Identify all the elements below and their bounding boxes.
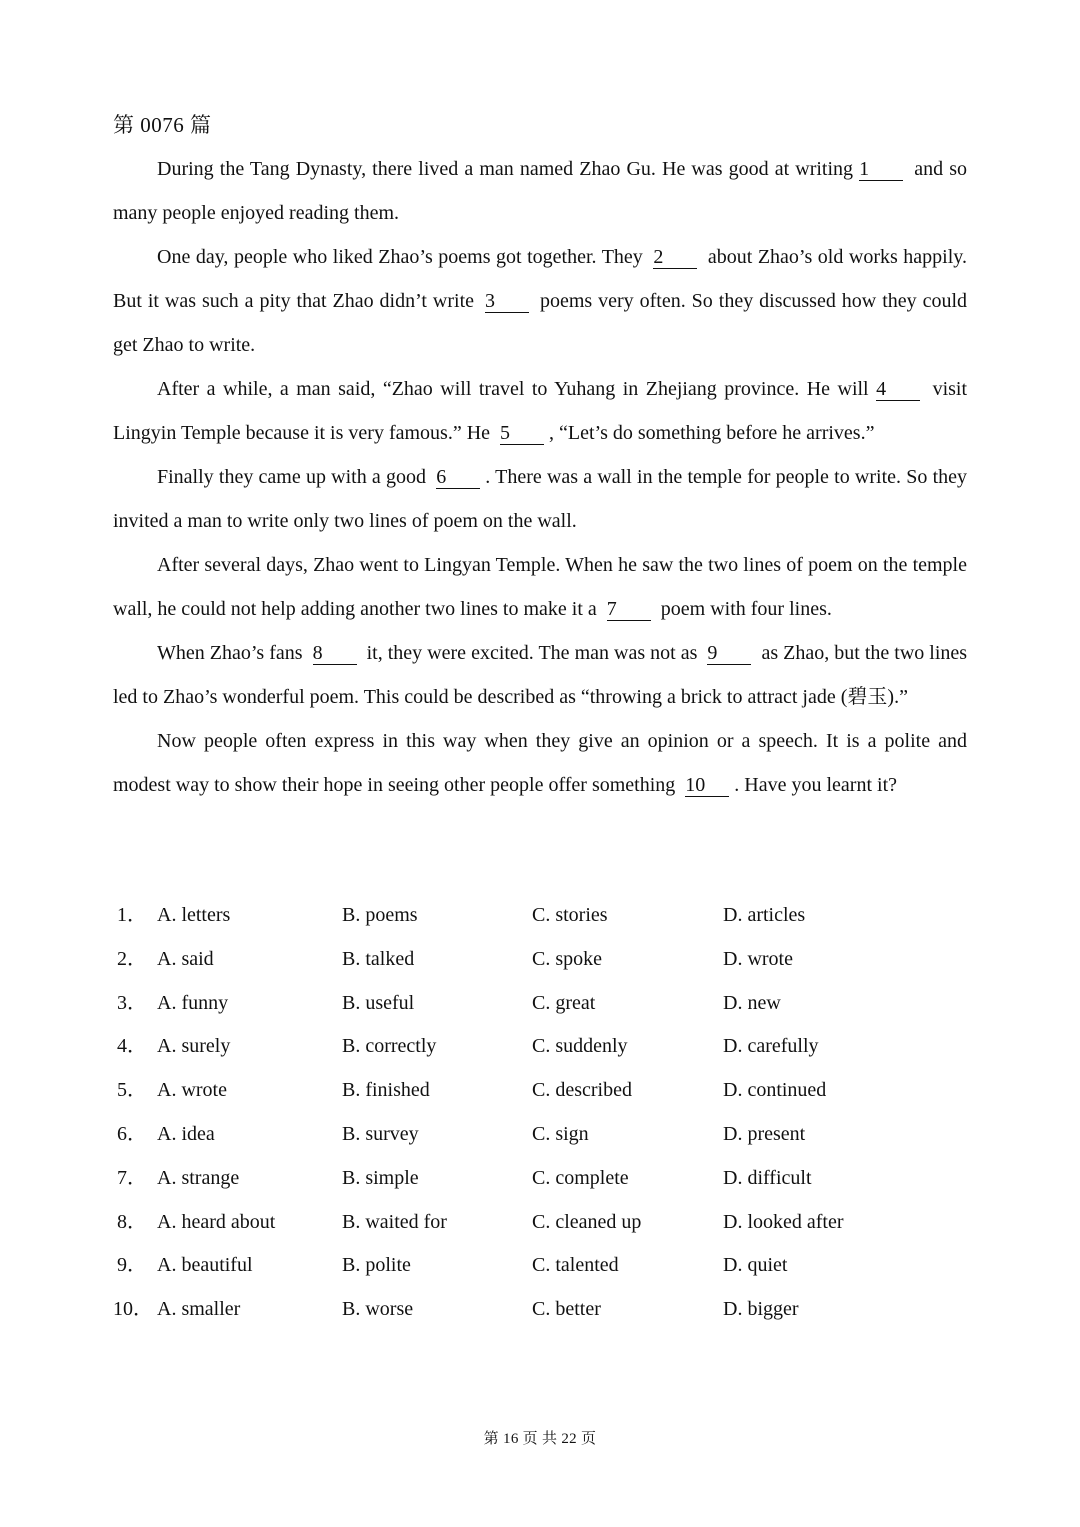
question-number: 4． <box>117 1035 147 1058</box>
question-number: 6． <box>117 1122 147 1145</box>
option-b: B. simple <box>342 1166 419 1189</box>
option-b: B. finished <box>342 1079 430 1102</box>
option-d: D. new <box>723 991 781 1014</box>
paragraph-text: about Zhao’s old works happily. But it was such a pity that Zhao didn’t write <box>113 246 967 312</box>
question-options <box>113 893 967 1331</box>
option-b: B. worse <box>342 1298 414 1321</box>
option-c: C. complete <box>532 1166 629 1189</box>
option-a: A. strange <box>157 1166 240 1189</box>
paragraph-2 <box>113 235 967 367</box>
option-d: D. present <box>723 1122 806 1145</box>
paragraph-text: After several days, Zhao went to Lingyan Temple. When he saw the two lines of poem on the temple wall, he could not help adding another two lines to make it a <box>113 554 967 620</box>
option-a: A. surely <box>157 1035 231 1058</box>
option-c: C. talented <box>532 1254 619 1277</box>
blank-5: 5 <box>500 422 544 445</box>
option-a: A. heard about <box>157 1210 276 1233</box>
option-d: D. quiet <box>723 1254 788 1277</box>
option-d: D. continued <box>723 1079 827 1102</box>
paragraph-text: Now people often express in this way when they give an opinion or a speech. It is a polite and modest way to show their hope in seeing other people offer something <box>113 730 967 796</box>
option-d: D. difficult <box>723 1166 812 1189</box>
option-a: A. letters <box>157 904 231 926</box>
option-b: B. survey <box>342 1122 419 1145</box>
paragraph-text: poem with four lines. <box>660 598 832 620</box>
paragraph-3 <box>113 367 967 455</box>
option-c: C. described <box>532 1079 632 1102</box>
question-row-5 <box>113 1068 967 1112</box>
passage <box>113 147 967 807</box>
option-d: D. articles <box>723 904 806 926</box>
option-c: C. cleaned up <box>532 1210 642 1233</box>
paragraph-text: visit Lingyin Temple because it is very famous.” He <box>113 378 968 444</box>
option-b: B. polite <box>342 1254 411 1277</box>
option-a: A. wrote <box>157 1079 227 1102</box>
question-row-2 <box>113 937 967 981</box>
paragraph-4 <box>113 455 967 543</box>
paragraph-text: When Zhao’s fans <box>157 642 303 664</box>
question-row-7 <box>113 1156 967 1200</box>
question-row-8 <box>113 1200 967 1244</box>
question-number: 2． <box>117 947 147 970</box>
option-d: D. carefully <box>723 1035 819 1058</box>
question-number: 10． <box>113 1298 153 1321</box>
blank-6: 6 <box>436 466 480 489</box>
blank-1: 1 <box>859 158 903 181</box>
blank-2: 2 <box>653 246 697 269</box>
option-b: B. useful <box>342 991 415 1014</box>
question-row-6 <box>113 1112 967 1156</box>
question-number: 9． <box>117 1254 147 1277</box>
option-b: B. correctly <box>342 1035 437 1058</box>
paragraph-text: During the Tang Dynasty, there lived a man named Zhao Gu. He was good at writing <box>157 158 854 180</box>
paragraph-text: as Zhao, but the two lines led to Zhao’s wonderful poem. This could be described as “throwing a brick to attract jade (碧玉).” <box>113 642 968 708</box>
question-number: 5． <box>117 1079 147 1102</box>
paragraph-5 <box>113 543 967 631</box>
paragraph-text: . Have you learnt it? <box>734 774 898 796</box>
option-d: D. looked after <box>723 1210 844 1233</box>
page-title: 第 0076 篇 <box>113 113 212 137</box>
question-number: 3． <box>117 991 147 1014</box>
option-c: C. stories <box>532 904 608 926</box>
question-number: 7． <box>117 1166 147 1189</box>
page-footer: 第 16 页 共 22 页 <box>483 1431 597 1447</box>
paragraph-text: . There was a wall in the temple for people to write. So they invited a man to write only two lines of poem on the wall. <box>113 466 967 532</box>
paragraph-text: poems very often. So they discussed how they could get Zhao to write. <box>113 290 968 356</box>
paragraph-text: Finally they came up with a good <box>157 466 427 488</box>
question-number: 8． <box>117 1210 147 1233</box>
paragraph-text: One day, people who liked Zhao’s poems got together. They <box>157 246 643 268</box>
paragraph-text: After a while, a man said, “Zhao will travel to Yuhang in Zhejiang province. He will <box>157 378 869 400</box>
paragraph-6 <box>113 631 967 719</box>
question-row-4 <box>113 1024 967 1068</box>
option-a: A. said <box>157 947 214 970</box>
paragraph-1 <box>113 147 967 235</box>
paragraph-text: , “Let’s do something before he arrives.” <box>549 422 875 444</box>
question-row-9 <box>113 1243 967 1287</box>
question-row-10 <box>113 1287 967 1331</box>
paragraph-7 <box>113 719 967 807</box>
option-b: B. poems <box>342 904 418 926</box>
paragraph-text: it, they were excited. The man was not as <box>366 642 698 664</box>
option-d: D. wrote <box>723 947 793 970</box>
blank-10: 10 <box>685 774 729 797</box>
option-c: C. spoke <box>532 947 602 970</box>
option-c: C. better <box>532 1298 601 1321</box>
option-a: A. idea <box>157 1122 215 1145</box>
option-a: A. smaller <box>157 1298 241 1321</box>
option-b: B. talked <box>342 947 415 970</box>
question-row-3 <box>113 981 967 1025</box>
option-c: C. sign <box>532 1122 589 1145</box>
option-b: B. waited for <box>342 1210 447 1233</box>
question-number: 1． <box>117 904 147 926</box>
option-d: D. bigger <box>723 1298 799 1321</box>
blank-8: 8 <box>313 642 357 665</box>
option-a: A. funny <box>157 991 229 1014</box>
blank-3: 3 <box>485 290 529 313</box>
option-a: A. beautiful <box>157 1254 253 1277</box>
blank-7: 7 <box>607 598 651 621</box>
option-c: C. suddenly <box>532 1035 628 1058</box>
paragraph-text: and so many people enjoyed reading them. <box>113 158 968 224</box>
question-row-1 <box>113 893 967 937</box>
option-c: C. great <box>532 991 596 1014</box>
blank-9: 9 <box>707 642 751 665</box>
blank-4: 4 <box>876 378 920 401</box>
